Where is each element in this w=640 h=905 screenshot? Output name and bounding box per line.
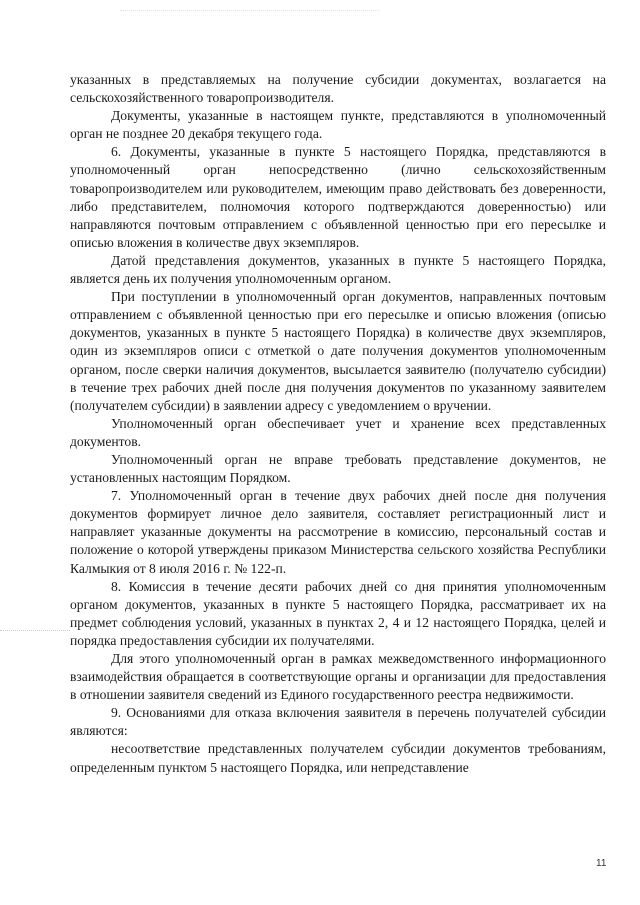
paragraph-continuation: указанных в представляемых на получение субсидии документах, возлагается на сельскохозяйственного товаропроизводителя. xyxy=(70,72,606,106)
paragraph-storage: Уполномоченный орган обеспечивает учет и хранение всех представленных документов. xyxy=(70,415,606,449)
scan-artifact-top xyxy=(120,10,380,12)
paragraph-submission-deadline: Документы, указанные в настоящем пункте, представляются в уполномоченный орган не позднее 20 декабря текущего года. xyxy=(70,108,606,142)
paragraph-item-8: 8. Комиссия в течение десяти рабочих дней со дня принятия уполномоченным органом документов, указанных в пункте 5 настоящего Порядка, рассматривает их на предмет соблюдения условий, указанных в пунктах 2, 4 и 12 настоящего Порядка, целей и порядка предоставления субсидии их получателями. xyxy=(70,578,606,648)
paragraph-submission-date: Датой представления документов, указанных в пункте 5 настоящего Порядка, является день их получения уполномоченным органом. xyxy=(70,252,606,287)
scan-artifact-left xyxy=(0,630,70,632)
paragraph-refusal-ground: несоответствие представленных получателем субсидии документов требованиям, определенным пунктом 5 настоящего Порядка, или непредставление xyxy=(70,741,606,775)
paragraph-item-7: 7. Уполномоченный орган в течение двух рабочих дней после дня получения документов формирует личное дело заявителя, составляет регистрационный лист и направляет указанные документы на рассмотрение в комиссию, персональный состав и положение о которой утверждены приказом Министерства сельского хозяйства Республики Калмыкия от 8 июля 2016 г. № 122-п. xyxy=(70,488,606,576)
body-text xyxy=(70,71,606,777)
paragraph-postal-receipt: При поступлении в уполномоченный орган документов, направленных почтовым отправлением с объявленной ценностью при его пересылке и описью вложения (описью документов, указанных в пункте 5 настоящего Порядка) в количестве двух экземпляров, один из экземпляров описи с отметкой о дате получения документов уполномоченным органом, после сверки наличия документов, высылается заявителю (получателю субсидии) в течение трех рабочих дней после дня получения документов по указанному заявителем (получателем субсидии) в заявлении адресу с уведомлением о вручении. xyxy=(70,289,606,413)
paragraph-interagency: Для этого уполномоченный орган в рамках межведомственного информационного взаимодействия обращается в соответствующие органы и организации для предоставления в отношении заявителя сведений из Единого государственного реестра недвижимости. xyxy=(70,651,606,703)
page-number: 11 xyxy=(596,858,607,869)
paragraph-no-extra-docs: Уполномоченный орган не вправе требовать представление документов, не установленных настоящим Порядком. xyxy=(70,451,606,486)
paragraph-item-6: 6. Документы, указанные в пункте 5 настоящего Порядка, представляются в уполномоченный орган непосредственно (лично сельскохозяйственным товаропроизводителем или руководителем, имеющим право действовать без доверенности, либо представителем, полномочия которого подтверждаются доверенностью) или направляются почтовым отправлением с объявленной ценностью при его пересылке и описью вложения в количестве двух экземпляров. xyxy=(70,144,606,250)
paragraph-item-9: 9. Основаниями для отказа включения заявителя в перечень получателей субсидии являются: xyxy=(70,705,606,739)
